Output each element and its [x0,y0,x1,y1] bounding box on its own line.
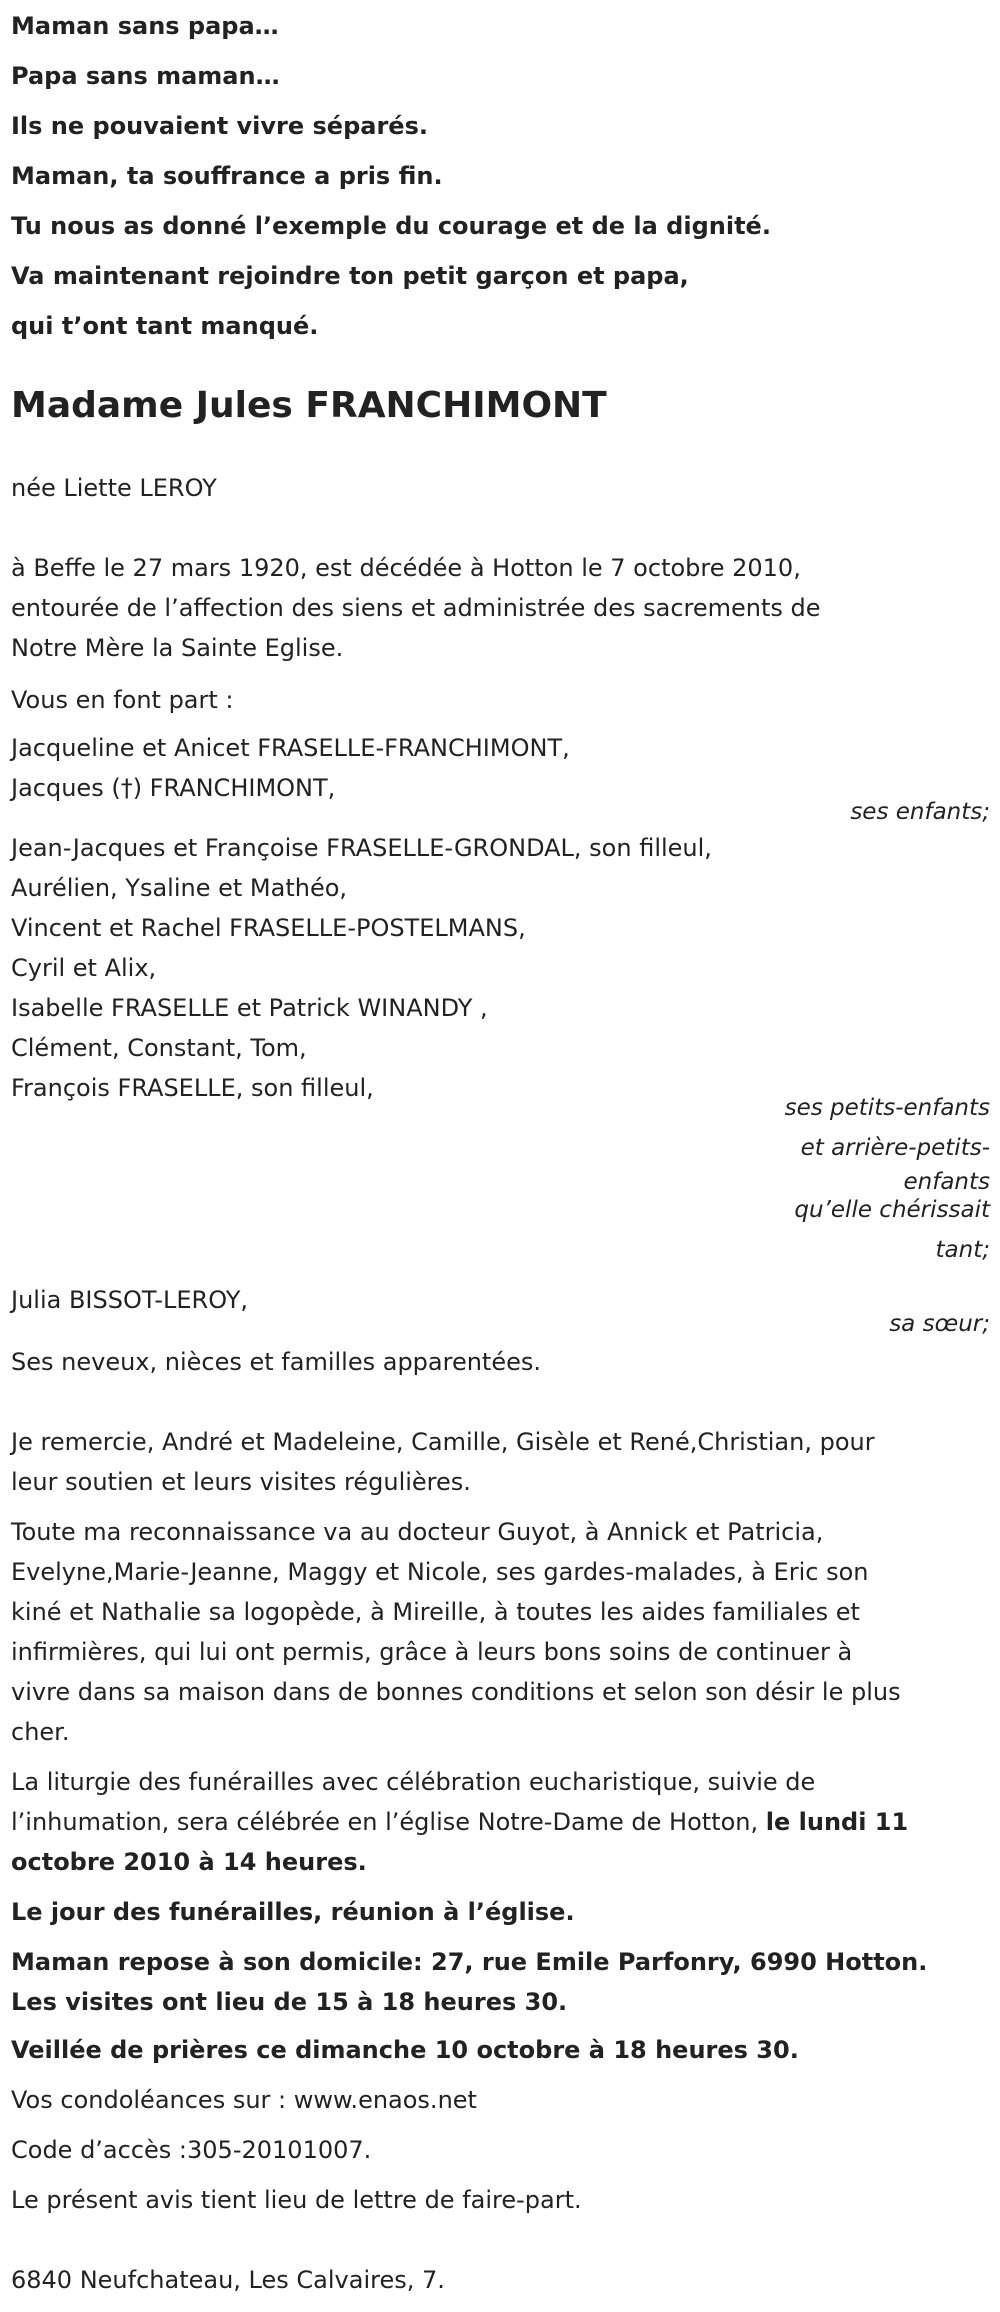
children-list [11,728,570,808]
birth-name: née Liette LEROY [11,474,217,502]
rest-line: Les visites ont lieu de 15 à 18 heures 30. [11,1988,568,2016]
family-member: Cyril et Alix, [11,954,157,982]
thanks-paragraph [11,1422,875,1502]
poem-line: Papa sans maman… [11,62,280,90]
intro-paragraph [11,548,821,668]
poem-line: Tu nous as donné l’exemple du courage et de la dignité. [11,212,771,240]
announce-text: Vous en font part : [11,686,234,714]
condolences-text: Vos condoléances sur : www.enaos.net [11,2086,477,2114]
relatives-text: Ses neveux, nièces et familles apparentées. [11,1348,542,1376]
family-member: François FRASELLE, son filleul, [11,1074,374,1102]
poem-line: Va maintenant rejoindre ton petit garçon et papa, [11,262,689,290]
grandchildren-role-line: qu’elle chérissait [794,1197,990,1223]
vigil-text: Veillée de prières ce dimanche 10 octobre à 18 heures 30. [11,2036,799,2064]
intro-line: Notre Mère la Sainte Eglise. [11,634,344,662]
liturgy-text: l’inhumation, sera célébrée en l’église Notre-Dame de Hotton, [11,1808,766,1836]
thanks-line: Je remercie, André et Madeleine, Camille, Gisèle et René,Christian, pour [11,1428,875,1456]
grandchildren-role-line: ses petits-enfants [784,1095,990,1121]
poem-line: Ils ne pouvaient vivre séparés. [11,112,428,140]
family-member: Isabelle FRASELLE et Patrick WINANDY , [11,994,488,1022]
liturgy-line: La liturgie des funérailles avec célébration eucharistique, suivie de [11,1768,816,1796]
liturgy-line [11,1802,908,1842]
children-role: ses enfants; [850,799,990,825]
notice-text: Le présent avis tient lieu de lettre de faire-part. [11,2186,582,2214]
gratitude-line: Evelyne,Marie-Jeanne, Maggy et Nicole, ses gardes-malades, à Eric son [11,1558,869,1586]
grandchildren-role-line: tant; [935,1237,990,1263]
rest-line: Maman repose à son domicile: 27, rue Emile Parfonry, 6990 Hotton. [11,1948,928,1976]
poem-line: Maman sans papa… [11,12,279,40]
family-member: Jacqueline et Anicet FRASELLE-FRANCHIMONT, [11,734,570,762]
poem-line: qui t’ont tant manqué. [11,312,319,340]
family-member: Clément, Constant, Tom, [11,1034,307,1062]
deceased-name: Madame Jules FRANCHIMONT [11,385,607,426]
gratitude-line: Toute ma reconnaissance va au docteur Guyot, à Annick et Patricia, [11,1518,824,1546]
gratitude-line: vivre dans sa maison dans de bonnes conditions et selon son désir le plus [11,1678,901,1706]
intro-line: entourée de l’affection des siens et administrée des sacrements de [11,594,821,622]
family-member: Aurélien, Ysaline et Mathéo, [11,874,348,902]
grandchildren-role-line: et arrière-petits- [800,1135,990,1161]
address-text: 6840 Neufchateau, Les Calvaires, 7. [11,2266,445,2294]
poem [11,6,771,356]
family-member: Vincent et Rachel FRASELLE-POSTELMANS, [11,914,526,942]
gratitude-line: infirmières, qui lui ont permis, grâce à leurs bons soins de continuer à [11,1638,853,1666]
sister-role: sa sœur; [889,1311,990,1337]
funeral-time: octobre 2010 à 14 heures. [11,1848,367,1876]
access-code: Code d’accès :305-20101007. [11,2136,372,2164]
gratitude-line: cher. [11,1718,70,1746]
thanks-line: leur soutien et leurs visites régulières. [11,1468,471,1496]
funeral-date: le lundi 11 [765,1808,909,1836]
sister-name: Julia BISSOT-LEROY, [11,1286,249,1314]
gratitude-line: kiné et Nathalie sa logopède, à Mireille, à toutes les aides familiales et [11,1598,860,1626]
meeting-text: Le jour des funérailles, réunion à l’église. [11,1898,575,1926]
poem-line: Maman, ta souffrance a pris fin. [11,162,443,190]
family-member: Jacques (†) FRANCHIMONT, [11,774,336,802]
intro-line: à Beffe le 27 mars 1920, est décédée à Hotton le 7 octobre 2010, [11,554,801,582]
family-member: Jean-Jacques et Françoise FRASELLE-GRONDAL, son filleul, [11,834,712,862]
rest-paragraph [11,1942,927,2022]
liturgy-paragraph [11,1762,908,1882]
grandchildren-list [11,828,712,1108]
grandchildren-role-line: enfants [903,1169,990,1195]
gratitude-paragraph [11,1512,901,1752]
